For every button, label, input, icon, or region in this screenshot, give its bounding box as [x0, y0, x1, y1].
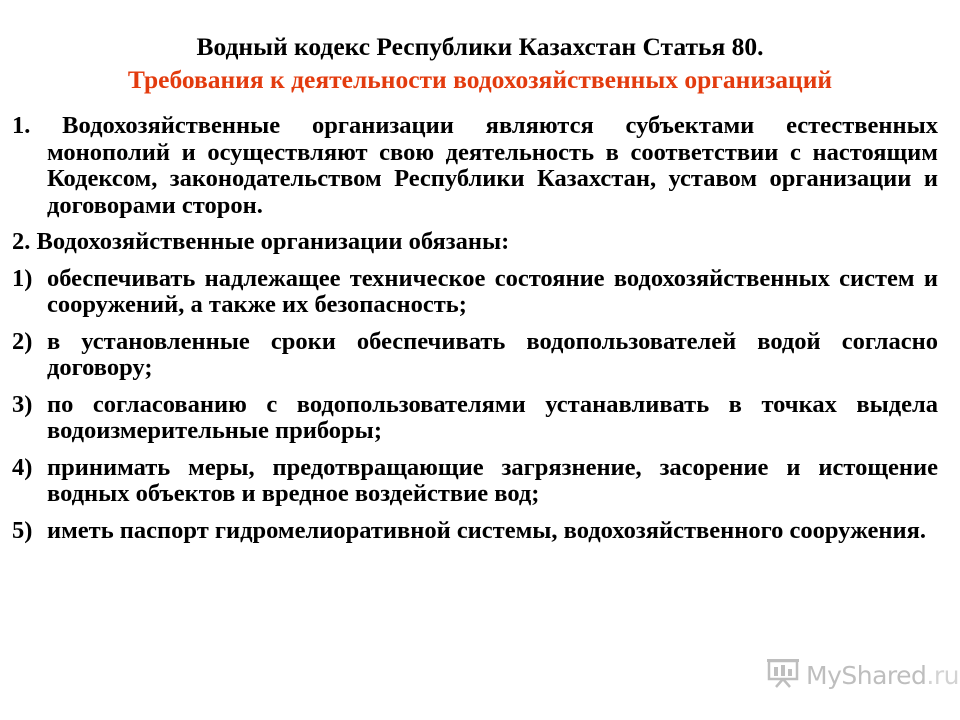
paragraph-1	[12, 113, 938, 219]
myshared-watermark	[766, 658, 959, 692]
paragraph-2	[12, 229, 938, 256]
list-item-text: обеспечивать надлежащее техническое состояние водохозяйственных систем и сооружений, а также их безопасность;	[47, 264, 938, 318]
list-item-text: принимать меры, предотвращающие загрязнение, засорение и истощение водных объектов и вредное воздействие вод;	[47, 453, 938, 507]
list-number: 3)	[12, 390, 33, 418]
list-item-text: иметь паспорт гидромелиоративной системы, водохозяйственного сооружения.	[47, 516, 926, 544]
list-item-3	[12, 392, 938, 445]
article-body	[12, 113, 938, 554]
watermark-text: MyShared.ru	[806, 660, 959, 690]
list-item-1	[12, 266, 938, 319]
paragraph-text: 2. Водохозяйственные организации обязаны:	[12, 228, 510, 255]
list-number: 5)	[12, 516, 33, 544]
list-number: 1)	[12, 264, 33, 292]
list-item-text: в установленные сроки обеспечивать водопользователей водой согласно договору;	[47, 327, 938, 381]
list-item-5	[12, 518, 938, 545]
slide-title	[0, 30, 960, 96]
title-line-1: Водный кодекс Республики Казахстан Статья 80.	[196, 32, 764, 61]
list-item-2	[12, 329, 938, 382]
paragraph-text: 1. Водохозяйственные организации являются субъектами естественных монополий и осуществляют свою деятельность в соответствии с настоящим Кодексом, законодательством Республики Казахстан, уставом организации и договорами сторон.	[12, 112, 938, 219]
presentation-board-icon	[766, 658, 800, 693]
list-item-4	[12, 455, 938, 508]
list-number: 4)	[12, 453, 33, 481]
list-item-text: по согласованию с водопользователями устанавливать в точках выдела водоизмерительные приборы;	[47, 390, 938, 444]
title-line-2: Требования к деятельности водохозяйственных организаций	[127, 65, 833, 94]
list-number: 2)	[12, 327, 33, 355]
